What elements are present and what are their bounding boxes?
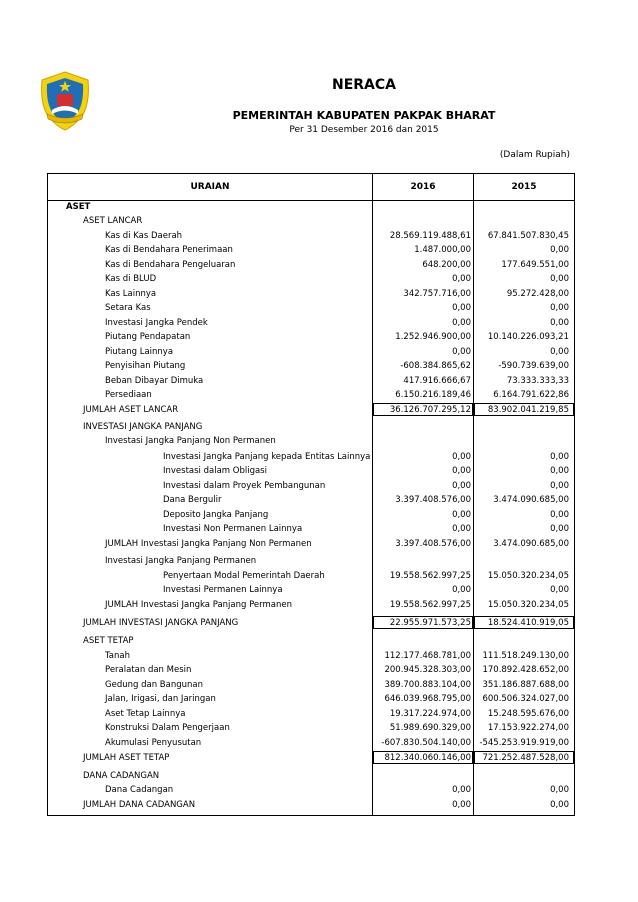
- table-row: [48, 258, 574, 272]
- table-row: [48, 359, 574, 373]
- row-label: DANA CADANGAN: [83, 771, 160, 781]
- row-label: Investasi Non Permanen Lainnya: [163, 524, 303, 534]
- value-2015: 83.902.041.219,85: [487, 405, 569, 415]
- value-2015: 351.186.887.688,00: [482, 680, 569, 690]
- table-row: [48, 598, 574, 612]
- value-2015: -545.253.919.919,00: [479, 738, 569, 748]
- value-2016: 19.558.562.997,25: [389, 571, 471, 581]
- value-2015: 0,00: [550, 303, 569, 313]
- value-2015: 721.252.487.528,00: [482, 753, 569, 763]
- row-label: Penyertaan Modal Pemerintah Daerah: [163, 571, 325, 581]
- value-2016: 19.558.562.997,25: [389, 600, 471, 610]
- value-2016: -607.830.504.140,00: [381, 738, 471, 748]
- value-2016: 200.945.328.303,00: [384, 665, 471, 675]
- row-label: Beban Dibayar Dimuka: [105, 376, 204, 386]
- table-row: [48, 403, 574, 417]
- row-label: Investasi Jangka Panjang Non Permanen: [105, 436, 276, 446]
- value-2016: 417.916.666,67: [403, 376, 471, 386]
- table-row: [48, 537, 574, 551]
- value-2016: 0,00: [452, 800, 471, 810]
- table-row: [48, 243, 574, 257]
- value-2015: -590.739.639,00: [498, 361, 569, 371]
- header-uraian: URAIAN: [190, 182, 230, 192]
- value-2015: 0,00: [550, 452, 569, 462]
- table-row: [48, 374, 574, 388]
- value-2015: 18.524.410.919,05: [487, 618, 569, 628]
- row-label: ASET LANCAR: [83, 216, 143, 226]
- currency-unit: (Dalam Rupiah): [499, 150, 570, 160]
- value-2015: 95.272.428,00: [506, 289, 569, 299]
- row-label: Setara Kas: [105, 303, 151, 313]
- row-label: JUMLAH Investasi Jangka Panjang Permanen: [105, 600, 292, 610]
- table-row: [48, 345, 574, 359]
- value-2015: 17.153.922.274,00: [487, 723, 569, 733]
- table-header: [48, 174, 574, 201]
- value-2015: 0,00: [550, 318, 569, 328]
- table-row: [48, 634, 574, 648]
- row-label: JUMLAH ASET TETAP: [83, 753, 170, 763]
- table-row: [48, 692, 574, 706]
- row-label: Investasi Permanen Lainnya: [163, 585, 283, 595]
- row-label: Investasi Jangka Pendek: [105, 318, 208, 328]
- value-2016: 0,00: [452, 466, 471, 476]
- value-2015: 0,00: [550, 481, 569, 491]
- value-2016: 0,00: [452, 452, 471, 462]
- table-row: [48, 229, 574, 243]
- row-label: Kas di Kas Daerah: [105, 231, 183, 241]
- row-label: Piutang Pendapatan: [105, 332, 191, 342]
- table-row: [48, 287, 574, 301]
- value-2016: 0,00: [452, 510, 471, 520]
- value-2015: 15.050.320.234,05: [487, 571, 569, 581]
- value-2016: 0,00: [452, 524, 471, 534]
- table-row: [48, 388, 574, 402]
- value-2016: 51.989.690.329,00: [389, 723, 471, 733]
- row-label: Kas di Bendahara Penerimaan: [105, 245, 233, 255]
- table-row: [48, 479, 574, 493]
- value-2015: 10.140.226.093,21: [487, 332, 569, 342]
- value-2016: 0,00: [452, 318, 471, 328]
- report-title: NERACA: [331, 77, 396, 93]
- row-label: Kas di BLUD: [105, 274, 157, 284]
- value-2015: 0,00: [550, 347, 569, 357]
- value-2015: 177.649.551,00: [501, 260, 569, 270]
- row-label: Penyisihan Piutang: [105, 361, 186, 371]
- value-2016: 0,00: [452, 347, 471, 357]
- value-2015: 600.506.324.027,00: [482, 694, 569, 704]
- table-row: [48, 798, 574, 812]
- table-row: [48, 330, 574, 344]
- table-row: [48, 450, 574, 464]
- table-row: [48, 707, 574, 721]
- table-row: [48, 434, 574, 448]
- table-row: [48, 420, 574, 434]
- value-2016: 3.397.408.576,00: [395, 539, 471, 549]
- value-2016: 389.700.883.104,00: [384, 680, 471, 690]
- value-2015: 0,00: [550, 245, 569, 255]
- value-2015: 3.474.090.685,00: [493, 495, 569, 505]
- table-row: [48, 522, 574, 536]
- value-2016: 3.397.408.576,00: [395, 495, 471, 505]
- row-label: Tanah: [105, 651, 130, 661]
- value-2015: 73.333.333,33: [506, 376, 569, 386]
- header-2015: 2015: [511, 182, 537, 192]
- entity-name: PEMERINTAH KABUPATEN PAKPAK BHARAT: [232, 109, 496, 122]
- report-period: Per 31 Desember 2016 dan 2015: [289, 125, 439, 135]
- table-row: [48, 316, 574, 330]
- value-2016: 19.317.224.974,00: [389, 709, 471, 719]
- value-2015: 0,00: [550, 510, 569, 520]
- row-label: Investasi dalam Proyek Pembangunan: [163, 481, 326, 491]
- table-row: [48, 678, 574, 692]
- value-2016: 648.200,00: [422, 260, 471, 270]
- table-row: [48, 721, 574, 735]
- row-label: JUMLAH Investasi Jangka Panjang Non Permanen: [105, 539, 312, 549]
- row-label: Peralatan dan Mesin: [105, 665, 192, 675]
- value-2015: 0,00: [550, 800, 569, 810]
- value-2015: 6.164.791.622,86: [493, 390, 569, 400]
- row-label: Investasi dalam Obligasi: [163, 466, 267, 476]
- value-2016: 1.252.946.900,00: [395, 332, 471, 342]
- value-2016: 0,00: [452, 585, 471, 595]
- value-2015: 0,00: [550, 785, 569, 795]
- row-label: Dana Cadangan: [105, 785, 174, 795]
- row-label: Jalan, Irigasi, dan Jaringan: [105, 694, 216, 704]
- value-2016: 6.150.216.189,46: [395, 390, 471, 400]
- row-label: Investasi Jangka Panjang Permanen: [105, 556, 257, 566]
- row-label: ASET: [66, 202, 91, 212]
- value-2016: 112.177.468.781,00: [384, 651, 471, 661]
- value-2015: 111.518.249.130,00: [482, 651, 569, 661]
- value-2016: 22.955.971.573,25: [389, 618, 471, 628]
- value-2015: 15.248.595.676,00: [487, 709, 569, 719]
- table-row: [48, 301, 574, 315]
- table-row: [48, 769, 574, 783]
- row-label: JUMLAH INVESTASI JANGKA PANJANG: [83, 618, 239, 628]
- value-2016: 0,00: [452, 481, 471, 491]
- row-label: JUMLAH DANA CADANGAN: [83, 800, 196, 810]
- table-row: [48, 272, 574, 286]
- value-2016: 812.340.060.146,00: [384, 753, 471, 763]
- table-row: [48, 569, 574, 583]
- row-label: Investasi Jangka Panjang kepada Entitas Lainnya: [163, 452, 371, 462]
- table-row: [48, 464, 574, 478]
- table-row: [48, 493, 574, 507]
- value-2016: 0,00: [452, 303, 471, 313]
- row-label: Piutang Lainnya: [105, 347, 174, 357]
- table-row: [48, 214, 574, 228]
- table-row: [48, 751, 574, 765]
- value-2016: 0,00: [452, 274, 471, 284]
- table-row: [48, 616, 574, 630]
- row-label: Konstruksi Dalam Pengerjaan: [105, 723, 230, 733]
- row-label: Kas Lainnya: [105, 289, 157, 299]
- value-2015: 3.474.090.685,00: [493, 539, 569, 549]
- table-row: [48, 649, 574, 663]
- value-2016: 0,00: [452, 785, 471, 795]
- row-label: INVESTASI JANGKA PANJANG: [83, 422, 203, 432]
- row-label: Akumulasi Penyusutan: [105, 738, 202, 748]
- value-2015: 0,00: [550, 274, 569, 284]
- value-2015: 0,00: [550, 585, 569, 595]
- row-label: Deposito Jangka Panjang: [163, 510, 269, 520]
- balance-sheet-table: [47, 173, 575, 816]
- value-2016: 1.487.000,00: [414, 245, 471, 255]
- value-2015: 0,00: [550, 466, 569, 476]
- value-2015: 67.841.507.830,45: [487, 231, 569, 241]
- table-row: [48, 554, 574, 568]
- value-2016: 342.757.716,00: [403, 289, 471, 299]
- row-label: Persediaan: [105, 390, 152, 400]
- table-row: [48, 783, 574, 797]
- value-2016: 28.569.119.488,61: [389, 231, 471, 241]
- table-row: [48, 200, 574, 214]
- row-label: Aset Tetap Lainnya: [105, 709, 186, 719]
- value-2015: 0,00: [550, 524, 569, 534]
- value-2015: 15.050.320.234,05: [487, 600, 569, 610]
- value-2015: 170.892.428.652,00: [482, 665, 569, 675]
- row-label: Gedung dan Bangunan: [105, 680, 203, 690]
- value-2016: 646.039.968.795,00: [384, 694, 471, 704]
- row-label: JUMLAH ASET LANCAR: [83, 405, 179, 415]
- table-row: [48, 663, 574, 677]
- row-label: ASET TETAP: [83, 636, 134, 646]
- table-row: [48, 736, 574, 750]
- row-label: Dana Bergulir: [163, 495, 222, 505]
- table-row: [48, 583, 574, 597]
- row-label: Kas di Bendahara Pengeluaran: [105, 260, 236, 270]
- header-2016: 2016: [410, 182, 436, 192]
- value-2016: -608.384.865,62: [400, 361, 471, 371]
- value-2016: 36.126.707.295,12: [389, 405, 471, 415]
- table-row: [48, 508, 574, 522]
